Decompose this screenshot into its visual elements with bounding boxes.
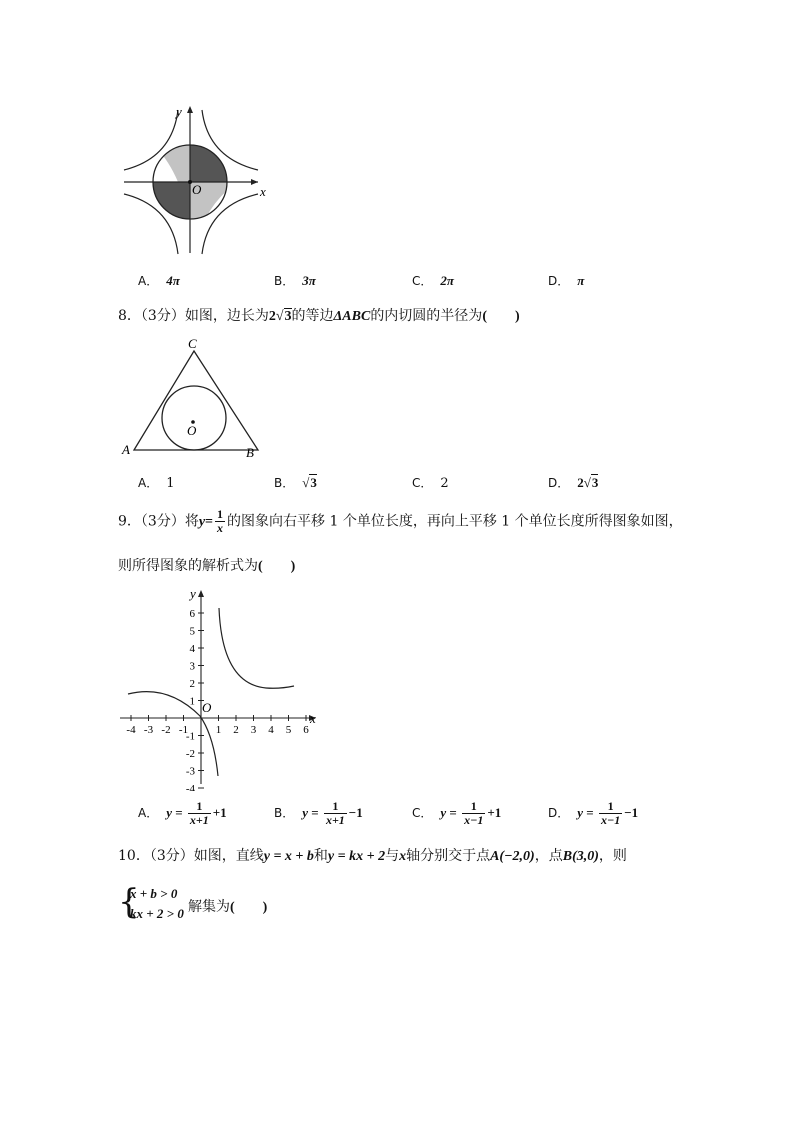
q8-option-d[interactable]: D． 2√3: [548, 475, 599, 490]
center-o-label: O: [187, 423, 197, 438]
q7-option-b[interactable]: B． 3π: [274, 273, 316, 288]
q7-option-c[interactable]: C． 2π: [412, 273, 454, 288]
x-tick-label: -3: [143, 724, 154, 736]
x-tick-label: 5: [285, 724, 292, 736]
y-tick-label: -4: [185, 783, 195, 791]
incircle: [162, 386, 226, 450]
y-tick-label: -1: [185, 730, 195, 743]
y-tick-label: -2: [185, 748, 195, 760]
x-tick-label: 6: [303, 724, 309, 736]
x-tick-label: 4: [268, 724, 274, 736]
figure-q7: [118, 98, 278, 258]
solution-prompt: 解集为( ): [188, 899, 268, 915]
q9-options: [0, 800, 794, 836]
y-tick-label: 1: [189, 695, 195, 708]
left-brace: {: [118, 882, 140, 922]
q7-option-d[interactable]: D． π: [548, 273, 585, 288]
x-axis-label: x: [260, 184, 266, 199]
q8-option-a[interactable]: A． 1: [138, 476, 175, 491]
figure-q9: [118, 586, 328, 791]
vertex-b-label: B: [246, 445, 254, 460]
q9-option-d[interactable]: D． y = $\frac{1}{x-1}$ −1: [548, 799, 639, 827]
tick-labels: [126, 608, 309, 791]
q7-options: [0, 272, 794, 294]
y-tick-label: 4: [189, 643, 195, 655]
y-tick-label: 2: [189, 678, 195, 690]
y-tick-label: -3: [185, 765, 195, 778]
x-tick-label: -4: [126, 724, 136, 736]
x-tick-label: 1: [215, 724, 222, 736]
q8-stem: 8．（3分）如图，边长为2√3的等边ΔABC的内切圆的半径为( ): [118, 308, 520, 324]
y-tick-label: 6: [189, 608, 195, 620]
inequality-1: x + b > 0: [130, 886, 178, 901]
q9-option-b[interactable]: B． y = $\frac{1}{x+1}$ −1: [274, 799, 363, 827]
y-axis-label: y: [190, 586, 196, 601]
x-tick-label: 2: [233, 724, 239, 736]
q7-option-a[interactable]: A． 4π: [138, 273, 180, 288]
y-axis-label: y: [176, 104, 182, 119]
q9-option-a[interactable]: A． y = $\frac{1}{x+1}$ +1: [138, 799, 227, 827]
q10-inequality-system: [118, 884, 418, 928]
x-axis-label: x: [310, 711, 316, 726]
q8-option-c[interactable]: C． 2: [412, 476, 449, 491]
q9-stem-line2: 则所得图象的解析式为( ): [118, 558, 296, 574]
x-tick-label: -1: [178, 724, 189, 736]
q10-stem-line1: 10．（3分）如图，直线y = x + b和y = kx + 2与x轴分别交于点A(−2,0)，点B(3,0)，则: [118, 848, 627, 864]
q8-option-b[interactable]: B． √3: [274, 475, 317, 490]
y-tick-label: 5: [189, 625, 195, 638]
q9-option-c[interactable]: C． y = $\frac{1}{x-1}$ +1: [412, 799, 502, 827]
q8-options: [0, 474, 794, 496]
origin-label: O: [202, 700, 212, 715]
figure-q8: [118, 334, 278, 460]
x-tick-label: -2: [161, 724, 171, 736]
q9-stem-line1: 9．（3分）将y= $\frac{1}{x}$ 的图象向右平移 1 个单位长度，再向上平移 1 个单位长度所得图象如图，: [118, 507, 683, 535]
y-tick-label: 3: [189, 660, 195, 673]
x-tick-label: 3: [250, 724, 257, 736]
curve-right-branch: [219, 608, 294, 688]
vertex-c-label: C: [188, 336, 197, 351]
vertex-a-label: A: [122, 442, 130, 457]
origin-label: O: [192, 182, 202, 197]
inequality-2: kx + 2 > 0: [130, 906, 184, 921]
